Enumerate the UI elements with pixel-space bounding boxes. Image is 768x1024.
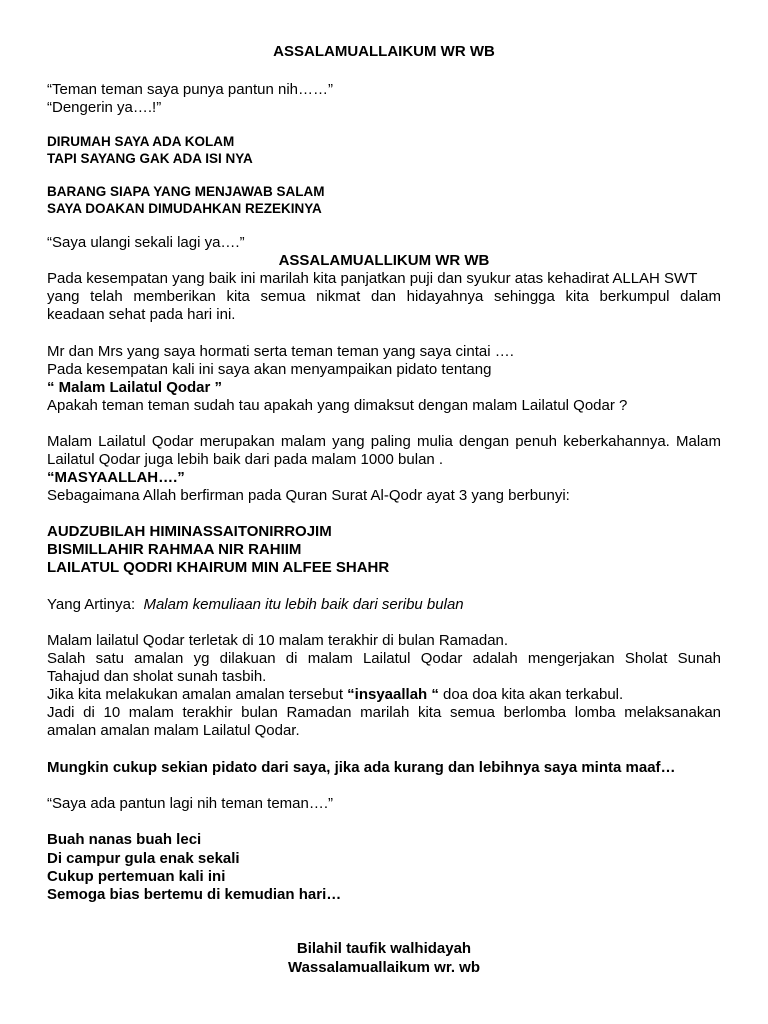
arabic-line-2: BISMILLAHIR RAHMAA NIR RAHIIM [47, 541, 302, 558]
pantun2-line-1: BARANG SIAPA YANG MENJAWAB SALAM [47, 184, 325, 199]
arabic-line-3: LAILATUL QODRI KHAIRUM MIN ALFEE SHAHR [47, 559, 390, 576]
closing-line-1: Bilahil taufik walhidayah [296, 940, 472, 957]
pantun1-line-2: TAPI SAYANG GAK ADA ISI NYA [47, 151, 253, 166]
greeting-line-2: Pada kesempatan kali ini saya akan menyampaikan pidato tentang [47, 361, 492, 378]
body-line-4: Jika kita melakukan amalan amalan tersebut “insyaallah “ doa doa kita akan terkabul. [47, 686, 624, 703]
repeat-line: “Saya ulangi sekali lagi ya….” [47, 234, 245, 251]
opening-line-3: keadaan sehat pada hari ini. [47, 306, 236, 323]
insyaallah-text: “insyaallah “ [347, 686, 439, 703]
pantun3-line-4: Semoga bias bertemu di kemudian hari… [47, 886, 342, 903]
title-2: ASSALAMUALLIKUM WR WB [278, 252, 490, 269]
pantun3-line-3: Cukup pertemuan kali ini [47, 868, 226, 885]
opening-line-2: yang telah memberikan kita semua nikmat dan hidayahnya sehingga kita berkumpul dalam [47, 288, 721, 305]
pantun3-line-2: Di campur gula enak sekali [47, 850, 240, 867]
topic-line: “ Malam Lailatul Qodar ” [47, 379, 223, 396]
greeting-line-1: Mr dan Mrs yang saya hormati serta teman teman yang saya cintai …. [47, 343, 514, 360]
meaning-label: Yang Artinya: [47, 596, 144, 613]
pantun1-line-1: DIRUMAH SAYA ADA KOLAM [47, 134, 235, 149]
closing-line-2: Wassalamuallaikum wr. wb [287, 959, 481, 976]
explain-line-2: Lailatul Qodar juga lebih baik dari pada malam 1000 bulan . [47, 451, 444, 468]
intro-line-1: “Teman teman saya punya pantun nih……” [47, 81, 333, 98]
meaning-text: Malam kemuliaan itu lebih baik dari seribu bulan [143, 596, 464, 613]
closing-apology: Mungkin cukup sekian pidato dari saya, jika ada kurang dan lebihnya saya minta maaf… [47, 759, 676, 776]
body-line-2: Salah satu amalan yg dilakuan di malam Lailatul Qodar adalah mengerjakan Sholat Sunah [47, 650, 721, 667]
body-line-5: Jadi di 10 malam terakhir bulan Ramadan marilah kita semua berlomba lomba melaksanakan [47, 704, 721, 721]
title: ASSALAMUALLAIKUM WR WB [273, 43, 495, 60]
opening-line-1: Pada kesempatan yang baik ini marilah kita panjatkan puji dan syukur atas kehadirat ALLAH SWT [47, 270, 698, 287]
body-line-6: amalan amalan malam Lailatul Qodar. [47, 722, 300, 739]
verse-intro-line: Sebagaimana Allah berfirman pada Quran Surat Al-Qodr ayat 3 yang berbunyi: [47, 487, 570, 504]
pantun2-line-2: SAYA DOAKAN DIMUDAHKAN REZEKINYA [47, 201, 322, 216]
masyaallah-line: “MASYAALLAH….” [47, 469, 185, 486]
pantun-intro: “Saya ada pantun lagi nih teman teman….” [47, 795, 334, 812]
intro-line-2: “Dengerin ya….!” [47, 99, 162, 116]
meaning-line [47, 596, 721, 614]
body-line-1: Malam lailatul Qodar terletak di 10 malam terakhir di bulan Ramadan. [47, 632, 509, 649]
arabic-line-1: AUDZUBILAH HIMINASSAITONIRROJIM [47, 523, 332, 540]
body-line-3: Tahajud dan sholat sunah tasbih. [47, 668, 267, 685]
pantun3-line-1: Buah nanas buah leci [47, 831, 202, 848]
question-line: Apakah teman teman sudah tau apakah yang dimaksut dengan malam Lailatul Qodar ? [47, 397, 628, 414]
explain-line-1: Malam Lailatul Qodar merupakan malam yang paling mulia dengan penuh keberkahannya. Malam [47, 433, 721, 450]
